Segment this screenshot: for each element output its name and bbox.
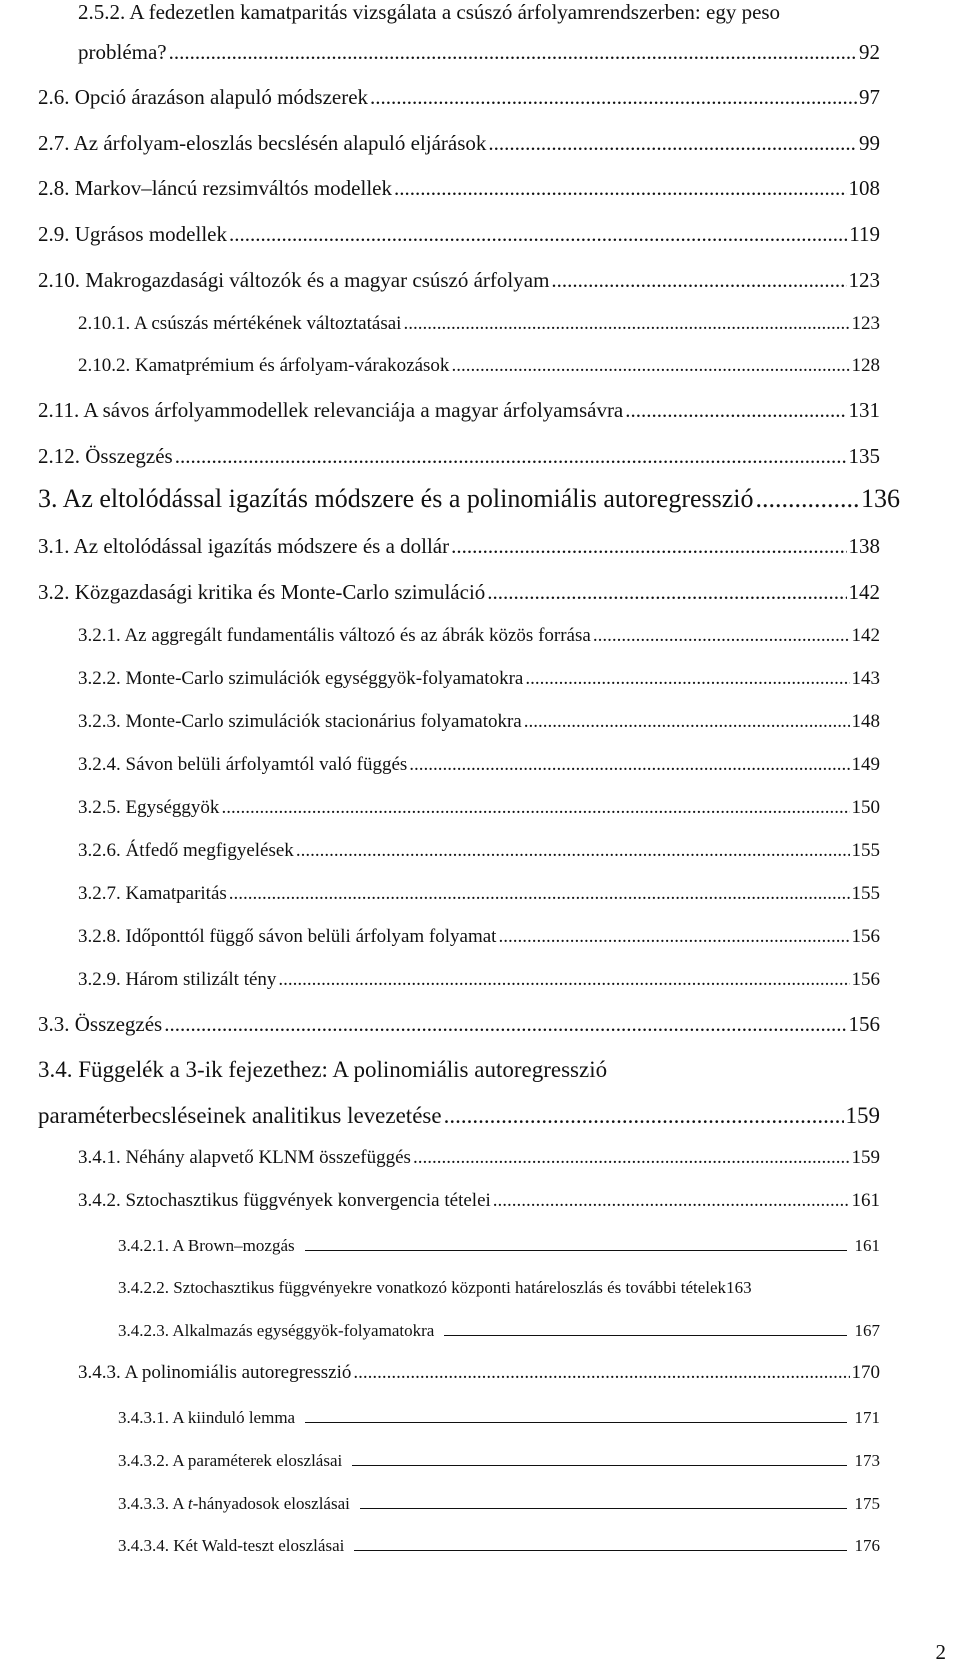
toc-label: 3.2.6. Átfedő megfigyelések <box>78 840 294 861</box>
toc-label: 3.2.2. Monte-Carlo szimulációk egységgyök-folyamatokra <box>78 668 524 689</box>
toc-label: 2.6. Opció árazáson alapuló módszerek <box>38 85 369 109</box>
toc-entry-3-2-7 <box>78 883 880 905</box>
toc-page: 128 <box>851 355 880 376</box>
toc-label: 3.2.3. Monte-Carlo szimulációk stacionárius folyamatokra <box>78 711 522 732</box>
toc-title-cont: probléma? <box>78 40 167 64</box>
toc-label: 3.4.1. Néhány alapvető KLNM összefüggés <box>78 1147 411 1168</box>
toc-entry-2-10-1 <box>78 313 880 335</box>
toc-entry-2-5-2-cont <box>78 40 880 65</box>
toc-label: 3.2.8. Időponttól függő sávon belüli árfolyam folyamat <box>78 926 497 947</box>
toc-entry-2-9 <box>38 222 880 247</box>
toc-page: 170 <box>851 1362 880 1383</box>
toc-entry-2-11 <box>38 398 880 423</box>
toc-label: 2.12. Összegzés <box>38 444 173 468</box>
toc-entry-3-4-3-2 <box>118 1451 880 1471</box>
toc-page: 119 <box>849 222 880 246</box>
toc-label: 3.3. Összegzés <box>38 1012 163 1036</box>
dot-leader <box>444 1103 844 1129</box>
dot-leader <box>413 1147 850 1169</box>
dot-leader <box>524 711 850 733</box>
toc-label: 3.2. Közgazdasági kritika és Monte-Carlo szimuláció <box>38 580 486 604</box>
toc-page: 99 <box>859 131 880 155</box>
toc-page: 156 <box>851 926 880 947</box>
toc-page: 167 <box>854 1321 880 1340</box>
line-leader <box>305 1250 847 1251</box>
toc-page: 123 <box>848 268 880 292</box>
toc-label: 2.10.2. Kamatprémium és árfolyam-várakozások <box>78 355 450 376</box>
toc-page: 92 <box>859 40 880 64</box>
toc-entry-3-2 <box>38 580 880 605</box>
toc-entry-3-2-3 <box>78 711 880 733</box>
toc-entry-3-1 <box>38 534 880 559</box>
toc-page: 142 <box>851 625 880 646</box>
toc-label: 3.2.5. Egységgyök <box>78 797 220 818</box>
dot-leader <box>394 176 847 201</box>
toc-label: 3.2.9. Három stilizált tény <box>78 969 277 990</box>
dot-leader <box>229 883 850 905</box>
toc-entry-2-5-2 <box>78 0 780 25</box>
toc-label: 3.4.3.3. A t-hányadosok eloszlásai <box>118 1494 350 1513</box>
dot-leader <box>175 444 847 469</box>
toc-entry-3-4-3-4 <box>118 1536 880 1556</box>
toc-entry-3-2-9 <box>78 969 880 991</box>
dot-leader <box>488 131 857 156</box>
toc-label: 3.4.3. A polinomiális autoregresszió <box>78 1362 352 1383</box>
line-leader <box>444 1335 846 1336</box>
dot-leader <box>625 398 846 423</box>
toc-entry-2-10-2 <box>78 355 880 377</box>
dot-leader <box>229 222 847 247</box>
toc-label: 2.7. Az árfolyam-eloszlás becslésén alapuló eljárások <box>38 131 487 155</box>
toc-label: 3.4.2.2. Sztochasztikus függvényekre vonatkozó központi határeloszlás és további tételek <box>118 1278 727 1297</box>
toc-page: 155 <box>851 840 880 861</box>
dot-leader <box>278 969 849 991</box>
toc-label: 3.4.3.1. A kiinduló lemma <box>118 1408 296 1427</box>
toc-entry-2-8 <box>38 176 880 201</box>
toc-label: 2.10. Makrogazdasági változók és a magyar csúszó árfolyam <box>38 268 550 292</box>
toc-entry-3-4-3 <box>78 1362 880 1384</box>
toc-entry-3-2-6 <box>78 840 880 862</box>
toc-page: 161 <box>851 1190 880 1211</box>
toc-entry-3-2-5 <box>78 797 880 819</box>
toc-page: 176 <box>854 1536 880 1555</box>
line-leader <box>360 1508 847 1509</box>
toc-page: 159 <box>845 1103 880 1128</box>
line-leader <box>305 1422 846 1423</box>
toc-number: 2.5.2. <box>78 0 126 24</box>
toc-number: 3.4. <box>38 1057 73 1082</box>
toc-label: 3.4.3.4. Két Wald-teszt eloszlásai <box>118 1536 345 1555</box>
toc-entry-3-2-4 <box>78 754 880 776</box>
toc-entry-3-2-1 <box>78 625 880 647</box>
toc-label: 3.4.2. Sztochasztikus függvények konvergencia tételei <box>78 1190 491 1211</box>
toc-label: 3.2.7. Kamatparitás <box>78 883 227 904</box>
toc-entry-2-6 <box>38 85 880 110</box>
dot-leader <box>525 668 849 690</box>
toc-entry-3-4 <box>38 1057 607 1083</box>
toc-page: 123 <box>851 313 880 334</box>
dot-leader <box>353 1362 849 1384</box>
toc-title: Függelék a 3-ik fejezethez: A polinomiális autoregresszió <box>78 1057 608 1082</box>
toc-page: 143 <box>851 668 880 689</box>
line-leader <box>352 1465 846 1466</box>
toc-entry-3 <box>38 484 900 514</box>
dot-leader <box>551 268 846 293</box>
dot-leader <box>164 1012 846 1037</box>
dot-leader <box>370 85 857 110</box>
toc-entry-3-4-cont <box>38 1103 880 1129</box>
toc-label: 3.1. Az eltolódással igazítás módszere és a dollár <box>38 534 450 558</box>
toc-label: 3.2.4. Sávon belüli árfolyamtól való függés <box>78 754 408 775</box>
dot-leader <box>493 1190 850 1212</box>
toc-page: 135 <box>848 444 880 468</box>
toc-page: 155 <box>851 883 880 904</box>
dot-leader <box>451 534 846 559</box>
toc-page: 149 <box>851 754 880 775</box>
toc-title: A fedezetlen kamatparitás vizsgálata a csúszó árfolyamrendszerben: egy peso <box>129 0 781 24</box>
toc-page: 173 <box>854 1451 880 1470</box>
toc-entry-2-7 <box>38 131 880 156</box>
toc-entry-3-4-2-1 <box>118 1236 880 1256</box>
toc-page: 138 <box>848 534 880 558</box>
line-leader <box>354 1550 846 1551</box>
toc-title-cont: paraméterbecsléseinek analitikus levezetése <box>38 1103 442 1128</box>
toc-label: 2.10.1. A csúszás mértékének változtatásai <box>78 313 402 334</box>
toc-entry-3-4-2-3 <box>118 1321 880 1341</box>
dot-leader <box>296 840 850 862</box>
toc-entry-3-4-2-2 <box>118 1278 910 1298</box>
toc-label: 3. Az eltolódással igazítás módszere és a polinomiális autoregresszió <box>38 484 754 513</box>
toc-page: 97 <box>859 85 880 109</box>
dot-leader <box>221 797 849 819</box>
dot-leader <box>403 313 849 335</box>
toc-page: 142 <box>848 580 880 604</box>
toc-label: 3.4.2.3. Alkalmazás egységgyök-folyamatokra <box>118 1321 435 1340</box>
toc-page: 136 <box>861 484 900 513</box>
toc-page: 156 <box>851 969 880 990</box>
toc-page: 161 <box>854 1236 880 1255</box>
toc-entry-3-4-3-1 <box>118 1408 880 1428</box>
toc-entry-3-3 <box>38 1012 880 1037</box>
toc-entry-3-4-1 <box>78 1147 880 1169</box>
toc-page: 171 <box>854 1408 880 1427</box>
toc-label: 3.4.3.2. A paraméterek eloszlásai <box>118 1451 343 1470</box>
toc-entry-3-4-2 <box>78 1190 880 1212</box>
toc-label: 2.9. Ugrásos modellek <box>38 222 227 246</box>
page-number: 2 <box>935 1640 946 1664</box>
dot-leader <box>756 484 859 514</box>
toc-label: 2.11. A sávos árfolyammodellek relevanciája a magyar árfolyamsávra <box>38 398 624 422</box>
toc-entry-3-2-2 <box>78 668 880 690</box>
dot-leader <box>451 355 849 377</box>
toc-page: 156 <box>848 1012 880 1036</box>
toc-entry-3-2-8 <box>78 926 880 948</box>
toc-page: 108 <box>848 176 880 200</box>
toc-label: 3.2.1. Az aggregált fundamentális változó és az ábrák közös forrása <box>78 625 591 646</box>
toc-page: 175 <box>854 1494 880 1513</box>
dot-leader <box>409 754 849 776</box>
toc-label: 3.4.2.1. A Brown–mozgás <box>118 1236 295 1255</box>
toc-label: 2.8. Markov–láncú rezsimváltós modellek <box>38 176 392 200</box>
toc-page: 163 <box>726 1278 752 1297</box>
toc-page: 148 <box>851 711 880 732</box>
toc-entry-2-12 <box>38 444 880 469</box>
dot-leader <box>498 926 849 948</box>
toc-entry-3-4-3-3 <box>118 1494 880 1514</box>
toc-entry-2-10 <box>38 268 880 293</box>
dot-leader <box>593 625 850 647</box>
toc-page: 150 <box>851 797 880 818</box>
dot-leader <box>487 580 846 605</box>
toc-page: 159 <box>851 1147 880 1168</box>
dot-leader <box>169 40 857 65</box>
toc-page: 131 <box>848 398 880 422</box>
